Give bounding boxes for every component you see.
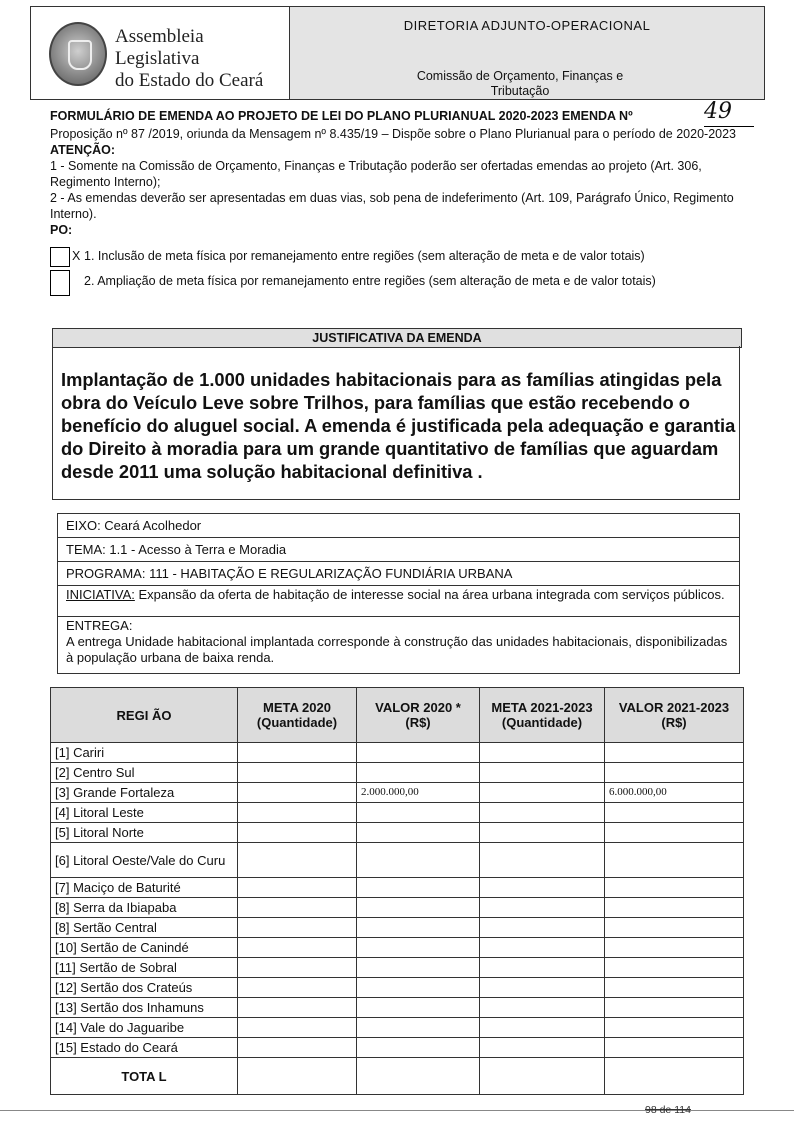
entrega-text: A entrega Unidade habitacional implantada corresponde à construção das unidades habitacionais, disponibilizadas à população urbana de baixa renda. — [66, 634, 728, 665]
header-meta-2020: META 2020 (Quantidade) — [238, 688, 357, 743]
value-cell — [238, 743, 357, 763]
header-valor-2020: VALOR 2020 * (R$) — [357, 688, 480, 743]
value-cell — [238, 898, 357, 918]
header-right-block — [290, 7, 764, 99]
entrega-label: ENTREGA: — [66, 618, 133, 633]
value-cell — [605, 743, 744, 763]
value-cell — [238, 823, 357, 843]
region-cell: [3] Grande Fortaleza — [51, 783, 238, 803]
justificativa-text: Implantação de 1.000 unidades habitacionais para as famílias atingidas pela obra do Veículo Leve sobre Trilhos, para famílias que estão recebendo o benefício do aluguel social. A emenda é justificada pela adequação e garantia do Direito à moradia para um grande quantitativo de famílias que aguardam desde 2011 uma solução habitacional definitiva . — [61, 369, 736, 482]
table-row — [51, 898, 744, 918]
value-cell — [480, 823, 605, 843]
value-cell — [238, 998, 357, 1018]
value-cell — [605, 938, 744, 958]
region-cell: [8] Sertão Central — [51, 918, 238, 938]
value-cell — [357, 978, 480, 998]
region-cell: [12] Sertão dos Crateús — [51, 978, 238, 998]
value-cell — [357, 803, 480, 823]
iniciativa-text: Expansão da oferta de habitação de interesse social na área urbana integrada com serviços públicos. — [138, 587, 725, 602]
value-cell — [238, 918, 357, 938]
atencao-item-2: 2 - As emendas deverão ser apresentadas em duas vias, sob pena de indeferimento (Art. 109, Parágrafo Único, Regimento Interno). — [50, 191, 734, 221]
value-cell — [357, 763, 480, 783]
atencao-item-1: 1 - Somente na Comissão de Orçamento, Finanças e Tributação poderão ser ofertadas emendas ao projeto (Art. 306, Regimento Interno); — [50, 159, 702, 189]
region-cell: [11] Sertão de Sobral — [51, 958, 238, 978]
value-cell — [480, 763, 605, 783]
form-title: FORMULÁRIO DE EMENDA AO PROJETO DE LEI DO PLANO PLURIANUAL 2020-2023 EMENDA Nº — [50, 109, 633, 123]
value-cell — [357, 1018, 480, 1038]
value-cell — [238, 978, 357, 998]
eixo-row: EIXO: Ceará Acolhedor — [58, 514, 739, 538]
value-cell — [605, 763, 744, 783]
value-cell — [357, 823, 480, 843]
value-cell — [605, 803, 744, 823]
region-cell: [4] Litoral Leste — [51, 803, 238, 823]
value-cell — [605, 843, 744, 878]
header-meta-2021: META 2021-2023 (Quantidade) — [480, 688, 605, 743]
value-cell — [605, 1018, 744, 1038]
value-cell — [480, 1038, 605, 1058]
value-cell — [480, 978, 605, 998]
value-cell — [480, 1018, 605, 1038]
header-regiao: REGI ÃO — [51, 688, 238, 743]
region-cell: [6] Litoral Oeste/Vale do Curu — [51, 843, 238, 878]
region-table — [50, 687, 744, 1095]
justificativa-box — [52, 346, 740, 500]
page-header — [30, 6, 765, 100]
seal-icon — [49, 22, 107, 86]
comissao-line1: Comissão de Orçamento, Finanças e — [416, 69, 624, 83]
table-row — [51, 1018, 744, 1038]
page-number: 98 de 114 — [645, 1104, 691, 1116]
value-cell — [605, 918, 744, 938]
value-cell — [605, 878, 744, 898]
value-cell — [238, 1038, 357, 1058]
value-cell — [605, 1038, 744, 1058]
header-valor-2021: VALOR 2021-2023 (R$) — [605, 688, 744, 743]
assembly-logo-block — [31, 7, 290, 99]
value-cell — [480, 898, 605, 918]
option-1-label: 1. Inclusão de meta física por remanejamento entre regiões (sem alteração de meta e de valor totais) — [84, 249, 645, 263]
justificativa-heading: JUSTIFICATIVA DA EMENDA — [52, 328, 742, 348]
comissao-title — [400, 69, 640, 99]
value-cell — [480, 998, 605, 1018]
table-row — [51, 938, 744, 958]
value-cell — [480, 918, 605, 938]
emenda-number: 49 — [704, 100, 754, 127]
option-1-checkbox[interactable] — [50, 247, 70, 267]
value-cell — [357, 958, 480, 978]
tema-row: TEMA: 1.1 - Acesso à Terra e Moradia — [58, 538, 739, 562]
table-row — [51, 803, 744, 823]
value-cell — [238, 958, 357, 978]
table-row — [51, 823, 744, 843]
value-cell — [605, 978, 744, 998]
table-total-row — [51, 1058, 744, 1095]
value-cell — [480, 843, 605, 878]
table-row — [51, 1038, 744, 1058]
option-1-mark: X — [72, 249, 81, 263]
table-row — [51, 843, 744, 878]
value-cell — [238, 1018, 357, 1038]
value-cell — [238, 783, 357, 803]
table-header-row — [51, 688, 744, 743]
value-cell — [605, 823, 744, 843]
value-cell — [357, 898, 480, 918]
table-row — [51, 998, 744, 1018]
entrega-row — [58, 617, 739, 673]
value-cell — [605, 898, 744, 918]
option-2-checkbox[interactable] — [50, 270, 70, 296]
programa-row: PROGRAMA: 111 - HABITAÇÃO E REGULARIZAÇÃO FUNDIÁRIA URBANA — [58, 562, 739, 586]
value-cell — [357, 918, 480, 938]
region-cell: [15] Estado do Ceará — [51, 1038, 238, 1058]
value-cell — [238, 878, 357, 898]
value-cell — [605, 998, 744, 1018]
program-info — [57, 513, 740, 674]
form-intro — [50, 126, 750, 238]
iniciativa-row — [58, 586, 739, 617]
region-cell: [10] Sertão de Canindé — [51, 938, 238, 958]
value-cell — [480, 958, 605, 978]
table-row — [51, 763, 744, 783]
total-cell — [605, 1058, 744, 1095]
value-cell — [357, 878, 480, 898]
option-2-label: 2. Ampliação de meta física por remanejamento entre regiões (sem alteração de meta e de valor totais) — [84, 274, 656, 288]
table-row — [51, 918, 744, 938]
total-cell — [238, 1058, 357, 1095]
region-cell: [13] Sertão dos Inhamuns — [51, 998, 238, 1018]
region-cell: [8] Serra da Ibiapaba — [51, 898, 238, 918]
value-cell — [357, 843, 480, 878]
iniciativa-label: INICIATIVA: — [66, 587, 135, 602]
value-cell — [238, 843, 357, 878]
region-cell: [2] Centro Sul — [51, 763, 238, 783]
comissao-line2: Tributação — [490, 84, 550, 98]
region-cell: [5] Litoral Norte — [51, 823, 238, 843]
region-cell: [14] Vale do Jaguaribe — [51, 1018, 238, 1038]
table-row — [51, 878, 744, 898]
table-row — [51, 978, 744, 998]
value-cell — [238, 938, 357, 958]
region-cell: [1] Cariri — [51, 743, 238, 763]
value-cell — [605, 958, 744, 978]
table-row — [51, 958, 744, 978]
total-cell — [480, 1058, 605, 1095]
value-cell — [480, 743, 605, 763]
region-cell: [7] Maciço de Baturité — [51, 878, 238, 898]
value-cell — [357, 1038, 480, 1058]
proposicao-text: Proposição nº 87 /2019, oriunda da Mensagem nº 8.435/19 – Dispõe sobre o Plano Plurianual para o período de 2020-2023 — [50, 127, 736, 141]
assembly-name — [115, 26, 289, 92]
value-cell — [480, 878, 605, 898]
atencao-label: ATENÇÃO: — [50, 143, 116, 157]
value-cell — [238, 763, 357, 783]
table-row — [51, 743, 744, 763]
total-cell — [357, 1058, 480, 1095]
value-cell: 2.000.000,00 — [357, 783, 480, 803]
assembly-name-line1: Assembleia Legislativa — [115, 26, 204, 69]
value-cell — [357, 743, 480, 763]
value-cell — [480, 803, 605, 823]
value-cell — [357, 938, 480, 958]
total-label: TOTA L — [51, 1058, 238, 1095]
value-cell — [480, 938, 605, 958]
po-label: PO: — [50, 223, 73, 237]
value-cell: 6.000.000,00 — [605, 783, 744, 803]
table-row — [51, 783, 744, 803]
value-cell — [357, 998, 480, 1018]
assembly-name-line2: do Estado do Ceará — [115, 70, 264, 91]
value-cell — [238, 803, 357, 823]
value-cell — [480, 783, 605, 803]
directoria-title: DIRETORIA ADJUNTO-OPERACIONAL — [403, 18, 651, 33]
